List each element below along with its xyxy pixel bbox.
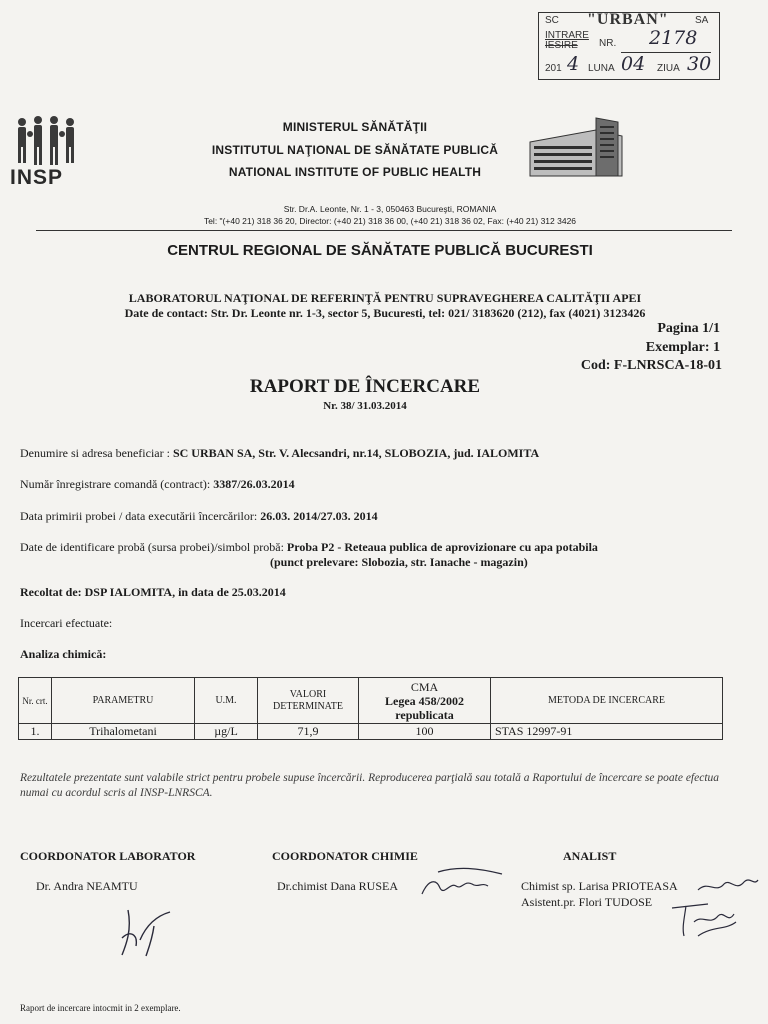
institute-address: Str. Dr.A. Leonte, Nr. 1 - 3, 050463 Bucureşti, ROMANIA bbox=[283, 204, 497, 214]
data-value: 26.03. 2014/27.03. 2014 bbox=[260, 509, 378, 523]
col-parametru-header: PARAMETRU bbox=[52, 678, 195, 724]
institute-name-en: NATIONAL INSTITUTE OF PUBLIC HEALTH bbox=[228, 165, 482, 179]
stamp-ziua-label: ZIUA bbox=[657, 63, 680, 74]
col-nr-header: Nr. crt. bbox=[19, 678, 52, 724]
cma-line3: republicata bbox=[395, 707, 454, 722]
page-number: Pagina 1/1 bbox=[657, 321, 720, 336]
cma-line2: Legea 458/2002 bbox=[385, 693, 464, 708]
proba-value: Proba P2 - Reteaua publica de aprovizionare cu apa potabila bbox=[286, 540, 598, 554]
table-header-row bbox=[19, 678, 723, 724]
col-metoda-header: METODA DE INCERCARE bbox=[491, 678, 723, 724]
cell-um: µg/L bbox=[195, 724, 258, 740]
proba-line2: (punct prelevare: Slobozia, str. Ianache - magazin) bbox=[270, 555, 528, 569]
stamp-nr-value: 2178 bbox=[649, 27, 698, 49]
insp-logo-text: INSP bbox=[10, 166, 64, 189]
report-number: Nr. 38/ 31.03.2014 bbox=[323, 400, 407, 412]
analiza-label: Analiza chimică: bbox=[20, 647, 107, 661]
header-divider bbox=[36, 230, 732, 231]
col-cma-header bbox=[359, 678, 491, 724]
validity-note: Rezultatele prezentate sunt valabile strict pentru probele supuse încercării. Reproducerea parţială sau totală a Raportului de încercare se poate efectua numai cu acordul scris al INSP-LNRSCA. bbox=[20, 772, 720, 799]
registration-stamp bbox=[538, 12, 720, 80]
form-code: Cod: F-LNRSCA-18-01 bbox=[580, 358, 722, 373]
signature-tudose bbox=[668, 896, 744, 942]
stamp-ziua-value: 30 bbox=[687, 53, 712, 75]
institute-name-ro: INSTITUTUL NAŢIONAL DE SĂNĂTATE PUBLICĂ bbox=[211, 143, 499, 157]
stamp-nr-label: NR. bbox=[599, 38, 617, 49]
cell-nr: 1. bbox=[19, 724, 52, 740]
results-table bbox=[18, 677, 723, 740]
lab-name: LABORATORUL NAŢIONAL DE REFERINŢĂ PENTRU SUPRAVEGHEREA CALITĂŢII APEI bbox=[128, 291, 642, 305]
exemplar: Exemplar: 1 bbox=[645, 340, 720, 355]
proba-row bbox=[20, 540, 598, 555]
incercari-label: Incercari efectuate: bbox=[20, 616, 113, 630]
coord-lab-title: COORDONATOR LABORATOR bbox=[20, 849, 196, 863]
analist-name-1: Chimist sp. Larisa PRIOTEASA bbox=[521, 879, 678, 893]
report-title: RAPORT DE ÎNCERCARE bbox=[249, 376, 481, 397]
cell-valori: 71,9 bbox=[258, 724, 359, 740]
lab-contact: Date de contact: Str. Dr. Leonte nr. 1-3, sector 5, Bucuresti, tel: 021/ 3183620 (212), fax (4021) 3123426 bbox=[124, 306, 646, 320]
stamp-year-digit: 4 bbox=[567, 53, 580, 75]
proba-label: Date de identificare probă (sursa probei)/simbol probă: bbox=[20, 540, 284, 554]
cell-parametru: Trihalometani bbox=[52, 724, 195, 740]
stamp-luna-value: 04 bbox=[621, 53, 646, 75]
beneficiar-label: Denumire si adresa beneficiar : bbox=[20, 446, 170, 460]
stamp-sa: SA bbox=[695, 15, 709, 26]
data-row bbox=[20, 509, 378, 524]
people-group-icon bbox=[8, 112, 88, 172]
regional-center-title: CENTRUL REGIONAL DE SĂNĂTATE PUBLICĂ BUCURESTI bbox=[167, 242, 593, 259]
cell-metoda: STAS 12997-91 bbox=[491, 724, 723, 740]
signature-rusea bbox=[418, 862, 508, 902]
beneficiar-value: SC URBAN SA, Str. V. Alecsandri, nr.14, SLOBOZIA, jud. IALOMITA bbox=[172, 446, 540, 460]
comanda-value: 3387/26.03.2014 bbox=[213, 477, 295, 491]
stamp-company: "URBAN" bbox=[587, 11, 669, 28]
building-icon bbox=[526, 112, 626, 184]
stamp-intrare: INTRARE bbox=[545, 30, 589, 41]
col-valori-header: VALORI DETERMINATE bbox=[258, 678, 359, 724]
coord-chim-name: Dr.chimist Dana RUSEA bbox=[277, 879, 398, 893]
recoltat-row bbox=[20, 585, 286, 600]
analist-name-2: Asistent.pr. Flori TUDOSE bbox=[521, 895, 653, 909]
cell-cma: 100 bbox=[359, 724, 491, 740]
comanda-label: Număr înregistrare comandă (contract): bbox=[20, 477, 211, 491]
table-row bbox=[19, 724, 723, 740]
analist-title: ANALIST bbox=[563, 849, 617, 863]
cma-line1: CMA bbox=[410, 679, 439, 694]
recoltat-text: Recoltat de: DSP IALOMITA, in data de 25.03.2014 bbox=[20, 585, 286, 599]
stamp-iesire: IESIRE bbox=[545, 40, 578, 51]
beneficiar-row bbox=[20, 446, 539, 461]
institute-phones: Tel: "(+40 21) 318 36 20, Director: (+40 21) 318 36 00, (+40 21) 318 36 02, Fax: (+40 21) 312 3426 bbox=[203, 216, 577, 226]
coord-chim-title: COORDONATOR CHIMIE bbox=[272, 849, 418, 863]
col-um-header: U.M. bbox=[195, 678, 258, 724]
ministry-name: MINISTERUL SĂNĂTĂŢII bbox=[282, 120, 428, 134]
stamp-luna-label: LUNA bbox=[588, 63, 615, 74]
data-label: Data primirii probei / data executării încercărilor: bbox=[20, 509, 258, 523]
stamp-year-prefix: 201 bbox=[545, 63, 562, 74]
stamp-sc: SC bbox=[545, 15, 559, 26]
signature-neamtu bbox=[110, 900, 190, 960]
footer-note: Raport de incercare intocmit in 2 exemplare. bbox=[20, 1003, 181, 1013]
comanda-row bbox=[20, 477, 295, 492]
coord-lab-name: Dr. Andra NEAMTU bbox=[36, 879, 138, 893]
insp-logo bbox=[8, 112, 88, 190]
